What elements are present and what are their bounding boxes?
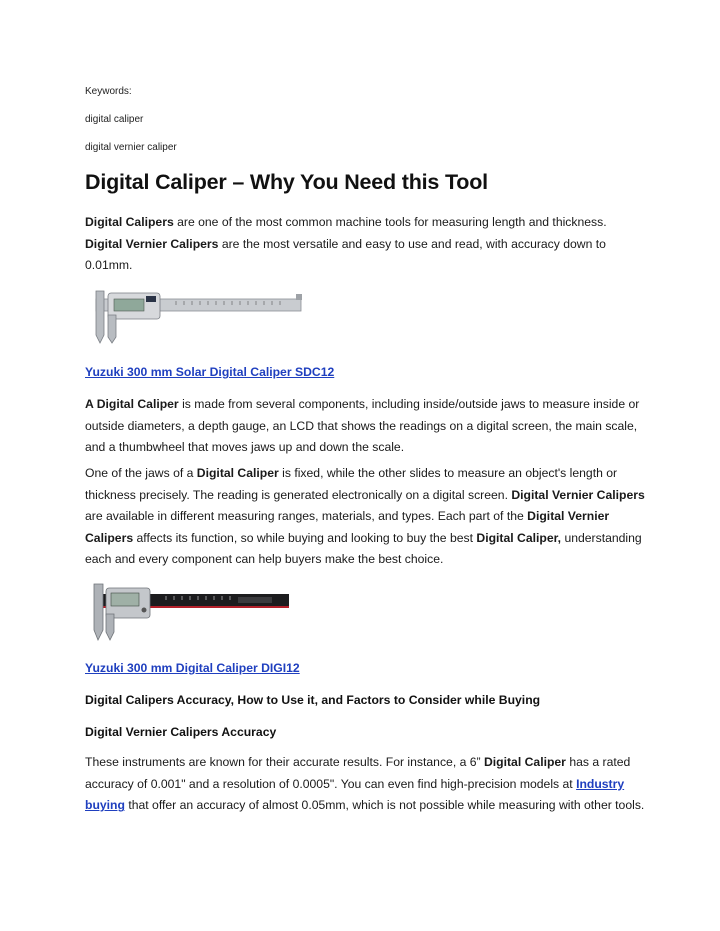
- solar-caliper-svg: [86, 285, 306, 345]
- bold-term: Digital Vernier Calipers: [85, 236, 219, 251]
- keyword-item: digital caliper: [85, 114, 144, 125]
- accuracy-paragraph: [85, 752, 645, 817]
- intro-paragraph: [85, 212, 645, 277]
- paragraph-text: is fixed, while the other slides to measure an object's length or thickness precisely. The reading is generated electronically on a digital screen.: [85, 466, 618, 502]
- paragraph-text: are available in different measuring ranges, materials, and types. Each part of the: [85, 509, 528, 524]
- section-subheading-accuracy: Digital Vernier Calipers Accuracy: [85, 725, 277, 739]
- bold-term: A Digital Caliper: [85, 397, 179, 411]
- paragraph-text: are one of the most common machine tools for measuring length and thickness.: [173, 215, 607, 229]
- paragraph-text: understanding each and every component can help buyers make the best choice.: [85, 530, 642, 567]
- bold-term: Digital Vernier Calipers: [511, 487, 645, 502]
- bold-term: Digital Vernier Calipers: [85, 509, 610, 545]
- section-subheading: Digital Calipers Accuracy, How to Use it, and Factors to Consider while Buying: [85, 693, 541, 707]
- keywords-label: Keywords:: [85, 86, 132, 97]
- paragraph-text: One of the jaws of a: [85, 466, 197, 480]
- product-link-solar-caliper[interactable]: Yuzuki 300 mm Solar Digital Caliper SDC12: [85, 365, 335, 379]
- industry-buying-link[interactable]: Industry buying: [85, 776, 625, 813]
- black-caliper-svg: [86, 580, 291, 642]
- paragraph-text: affects its function, so while buying and looking to buy the best: [133, 530, 477, 545]
- solar-digital-caliper-photo: [86, 285, 306, 345]
- bold-term: Digital Caliper,: [476, 530, 562, 545]
- keyword-item: digital vernier caliper: [85, 142, 177, 153]
- paragraph-text: are the most versatile and easy to use and read, with accuracy down to 0.01mm.: [85, 236, 606, 273]
- paragraph-text: has a rated accuracy of 0.001" and a resolution of 0.0005". You can even find high-precision models at: [85, 755, 631, 791]
- product-link-digital-caliper[interactable]: Yuzuki 300 mm Digital Caliper DIGI12: [85, 661, 300, 675]
- paragraph-text: is made from several components, including inside/outside jaws to measure inside or outside diameters, a depth gauge, an LCD that shows the readings on a digital screen, the main scale, and a thumbwheel that moves jaws up and down the scale.: [85, 397, 640, 455]
- black-digital-caliper-photo: [86, 580, 291, 642]
- jaws-paragraph: [85, 463, 645, 571]
- paragraph-text: These instruments are known for their accurate results. For instance, a 6”: [85, 755, 484, 769]
- bold-term: Digital Calipers: [85, 215, 174, 229]
- components-paragraph: [85, 394, 645, 459]
- bold-term: Digital Caliper: [483, 755, 566, 769]
- page-title: Digital Caliper – Why You Need this Tool: [85, 170, 488, 194]
- paragraph-text: that offer an accuracy of almost 0.05mm, which is not possible while measuring with other tools.: [124, 798, 645, 813]
- bold-term: Digital Caliper: [196, 466, 279, 480]
